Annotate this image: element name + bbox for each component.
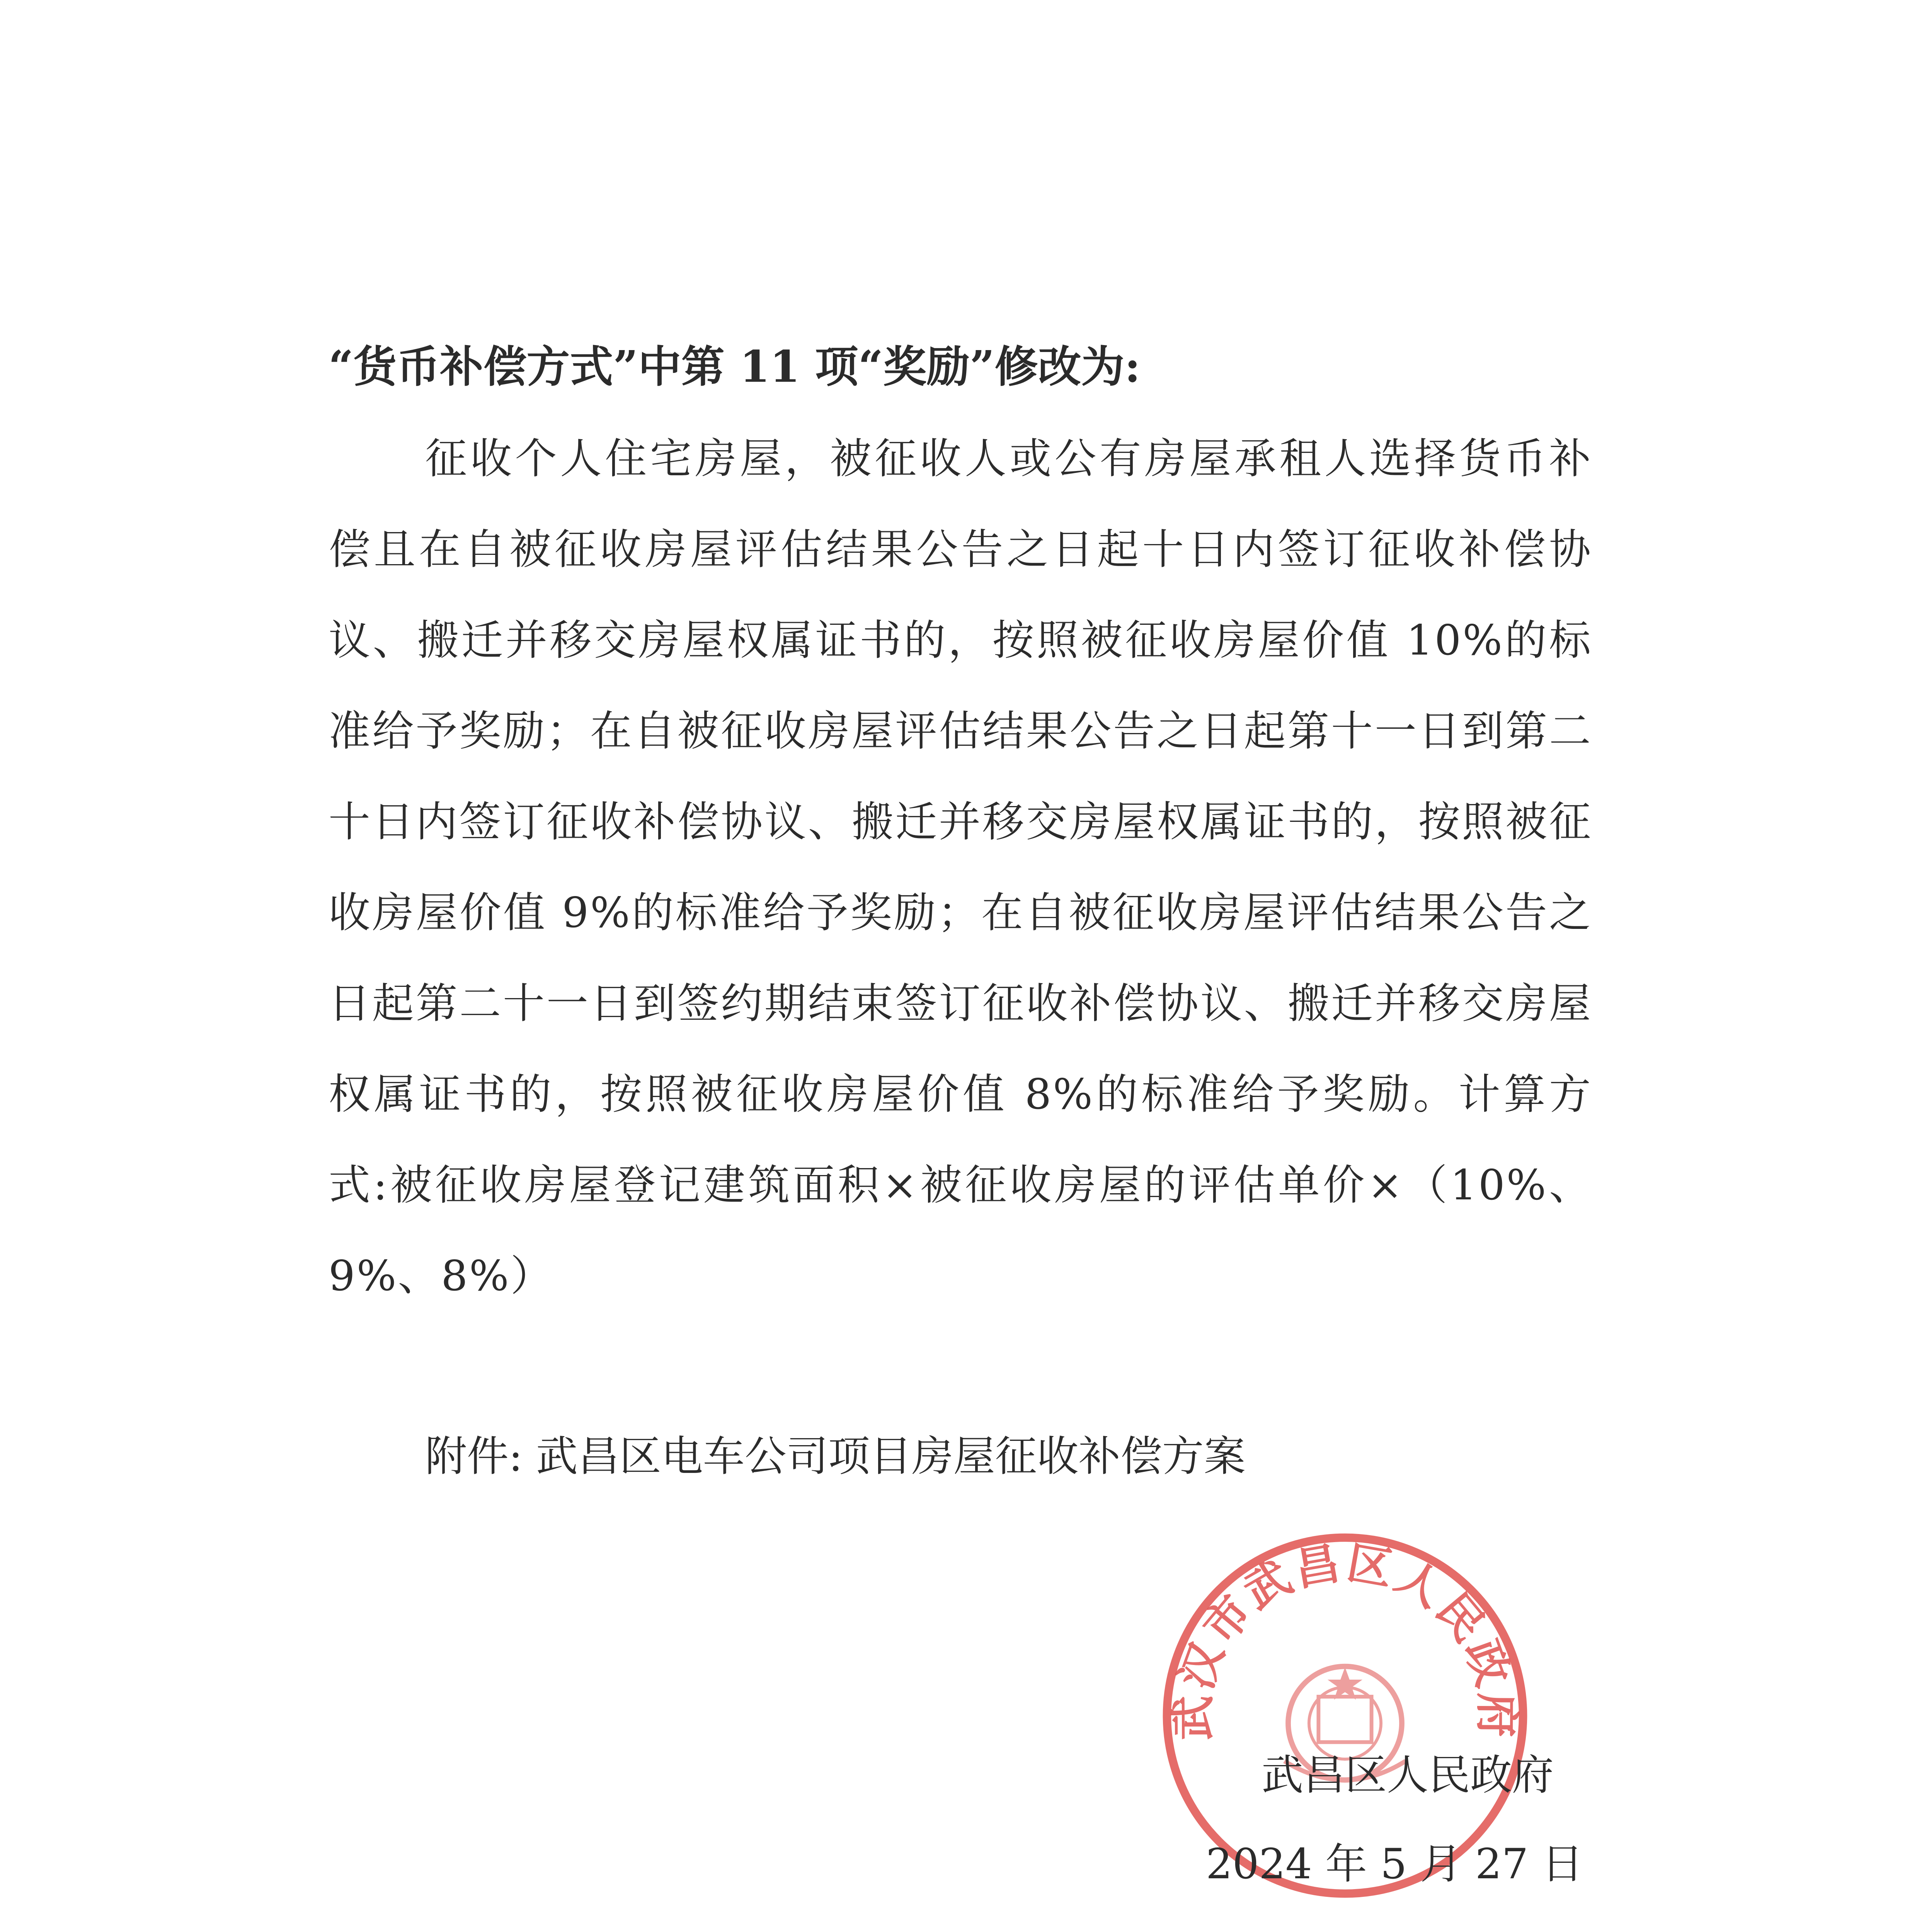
signature-block bbox=[1206, 1731, 1583, 1909]
issue-date: 2024 年 5 月 27 日 bbox=[1206, 1840, 1583, 1888]
body-paragraph: 征收个人住宅房屋，被征收人或公有房屋承租人选择货币补偿且在自被征收房屋评估结果公告之日起十日内签订征收补偿协议、搬迁并移交房屋权属证书的，按照被征收房屋价值 10%的标准给予奖励；在自被征收房屋评估结果公告之日起第十一日到第二十日内签订征收补偿协议、搬迁并移交房屋权属证书的，按照被征收房屋价值 9%的标准给予奖励；在自被征收房屋评估结果公告之日起第二十一日到签约期结束签订征收补偿协议、搬迁并移交房屋权属证书的，按照被征收房屋价值 8%的标准给予奖励。计算方式:被征收房屋登记建筑面积×被征收房屋的评估单价×（10%、9%、8%） bbox=[329, 435, 1592, 1300]
issuer-name: 武昌区人民政府 bbox=[1261, 1751, 1554, 1799]
seal-text: 武汉市武昌区人民政府 bbox=[1167, 1537, 1523, 1741]
section-heading: “货币补偿方式”中第 11 项“奖励”修改为: bbox=[329, 342, 1141, 392]
attachment-line: 附件: 武昌区电车公司项目房屋征收补偿方案 bbox=[425, 1432, 1246, 1481]
